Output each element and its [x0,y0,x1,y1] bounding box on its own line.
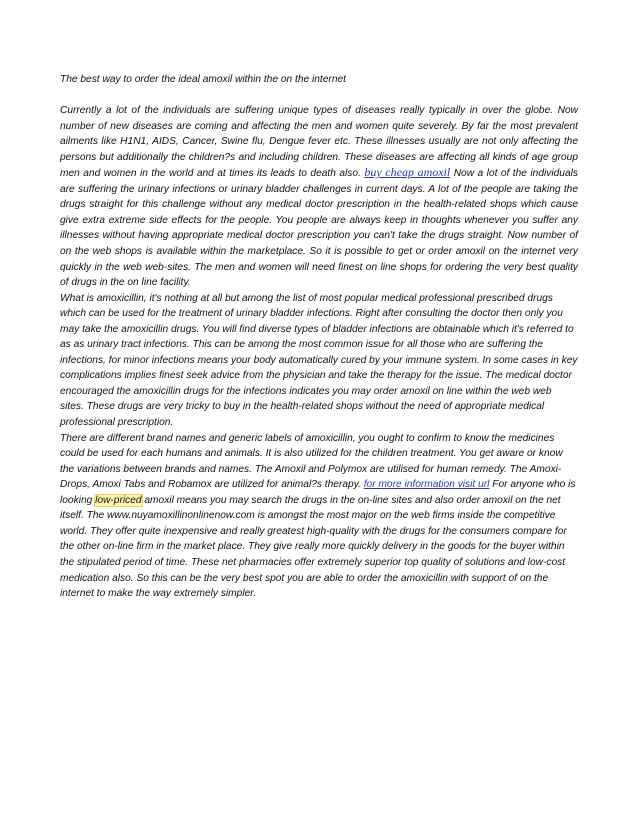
paragraph-brand-names-text-start: There are different brand names and generic labels of amoxicillin, you ought to confirm to know the medicines could be used for each humans and animals. It is also utilized for the children treatment. You get aware or know the variations between brands and names. The Amoxil and Polymox are utilised for human remedy. The Amoxi- Drops, Amoxi Tabs and Robamox are utilized for animal?s therapy. [60,432,563,491]
buy-cheap-amoxil-link[interactable]: buy cheap amoxil [364,165,451,180]
paragraph-brand-names [60,431,578,602]
paragraph-brand-names-text-end: amoxil means you may search the drugs in the on-line sites and also order amoxil on the net itself. The www.nuyamoxillinonlinenow.com is amongst the most major on the web firms inside the competitive world. They offer quite inexpensive and really greatest high-quality with the drugs for the consumers compare for the other on-line firm in the market place. They give really more quickly delivery in the goods for the buyer within the stipulated period of time. These net pharmacies offer extremely superior top quality of solutions and low-cost medication also. So this can be the very best spot you are able to order the amoxicillin with support of on the internet to make the way extremely simpler. [60,494,567,600]
paragraph-intro-text-end: Now a lot of the individuals are suffering the urinary infections or urinary bladder challenges in current days. A lot of the people are taking the drugs straight for this challenge without any medical doctor prescription in the health-related shops which cause give extra extreme side effects for the people. You people are always keep in thoughts whenever you suffer any illnesses without having appropriate medical doctor prescription you can't take the drugs straight. Now number of on the web shops is available within the marketplace. So it is possible to get or order amoxil on the internet very quickly in the web web-sites. The men and women will need finest on line shops for ordering the very best quality of drugs in the on line facility. [60,168,578,289]
paragraph-brand-names-text-middle: For anyone who is looking [60,479,576,506]
more-information-link[interactable]: for more information visit url [363,479,490,491]
document-title: The best way to order the ideal amoxil within the on the internet [60,74,346,85]
paragraph-intro [60,103,578,291]
paragraph-what-is-amoxicillin: What is amoxicillin, it's nothing at all but among the list of most popular medical professional prescribed drugs which can be used for the treatment of urinary bladder infections. Right after consulting the doctor then only you may take the amoxicillin drugs. You will find diverse types of bladder infections are obtainable which it's referred to as as urinary tract infections. This can be among the most common issue for all those who are suffering the infections, for minor infections means your body automatically cured by your immune system. In some cases in key complications implies finest seek advice from the physician and take the therapy for the issue. The medical doctor encouraged the amoxicillin drugs for the infections indicates you may order amoxil on line within the web web sites. These drugs are very tricky to buy in the health-related shops without the need of appropriate medical professional prescription. [60,292,578,429]
document-body [60,72,578,602]
highlighted-word[interactable]: low-priced [95,494,142,506]
paragraph-intro-text-start: Currently a lot of the individuals are suffering unique types of diseases really typically in over the globe. Now number of new diseases are coming and affecting the men and women quite severely. By far the most prevalent ailments like H1N1, AIDS, Cancer, Swine flu, Dengue fever etc. These illnesses usually are not only affecting the persons but additionally the children?s and including children. These diseases are affecting all kinds of age group men and women in the world and at times its leads to death also. [60,105,578,180]
